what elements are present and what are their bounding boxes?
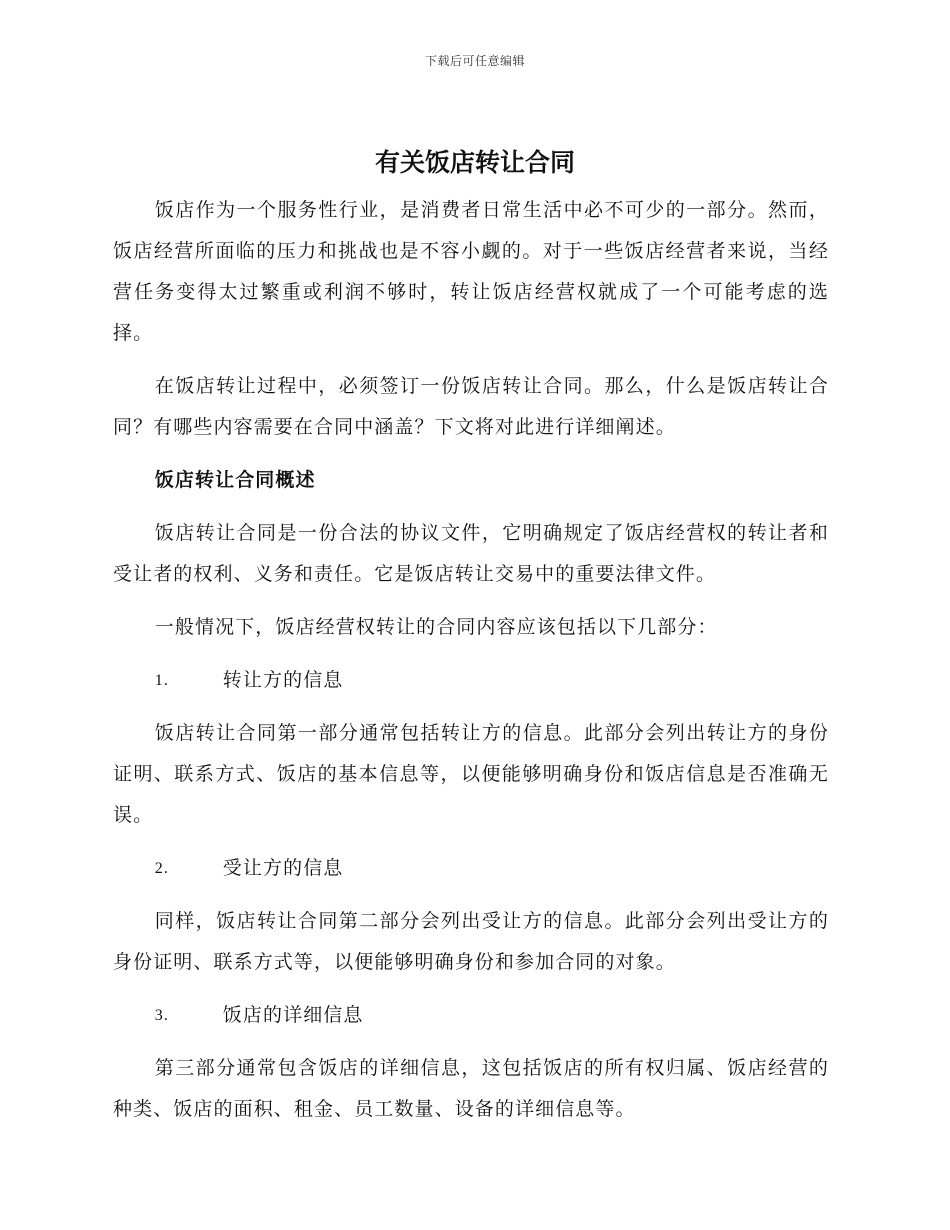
- list-number: 2.: [154, 860, 169, 877]
- list-item-1: [113, 660, 829, 701]
- item-2-paragraph: 同样，饭店转让合同第二部分会列出受让方的信息。此部分会列出受让方的身份证明、联系方式等，以便能够明确身份和参加合同的对象。: [113, 910, 829, 973]
- list-item-2: [113, 848, 829, 889]
- header-note: 下载后可任意编辑: [424, 54, 525, 68]
- overview-paragraph-2: 一般情况下，饭店经营权转让的合同内容应该包括以下几部分：: [154, 616, 718, 638]
- item-1-paragraph: 饭店转让合同第一部分通常包括转让方的信息。此部分会列出转让方的身份证明、联系方式、饭店的基本信息等，以便能够明确身份和饭店信息是否准确无误。: [113, 722, 829, 826]
- section-heading-overview: 饭店转让合同概述: [154, 469, 316, 491]
- document-title: 有关饭店转让合同: [374, 148, 575, 177]
- list-number: 3.: [154, 1007, 169, 1024]
- list-label: 转让方的信息: [222, 669, 344, 691]
- list-number: 1.: [154, 672, 169, 689]
- document-body: [113, 190, 829, 1142]
- list-label: 受让方的信息: [222, 857, 344, 879]
- overview-paragraph-1: 饭店转让合同是一份合法的协议文件，它明确规定了饭店经营权的转让者和受让者的权利、义务和责任。它是饭店转让交易中的重要法律文件。: [113, 522, 829, 585]
- intro-paragraph-1: 饭店作为一个服务性行业，是消费者日常生活中必不可少的一部分。然而，饭店经营所面临的压力和挑战也是不容小觑的。对于一些饭店经营者来说，当经营任务变得太过繁重或利润不够时，转让饭店经营权就成了一个可能考虑的选择。: [113, 199, 829, 344]
- intro-paragraph-2: 在饭店转让过程中，必须签订一份饭店转让合同。那么，什么是饭店转让合同？有哪些内容需要在合同中涵盖？下文将对此进行详细阐述。: [113, 375, 829, 438]
- list-label: 饭店的详细信息: [222, 1004, 364, 1026]
- item-3-paragraph: 第三部分通常包含饭店的详细信息，这包括饭店的所有权归属、饭店经营的种类、饭店的面积、租金、员工数量、设备的详细信息等。: [113, 1057, 829, 1120]
- list-item-3: [113, 995, 829, 1036]
